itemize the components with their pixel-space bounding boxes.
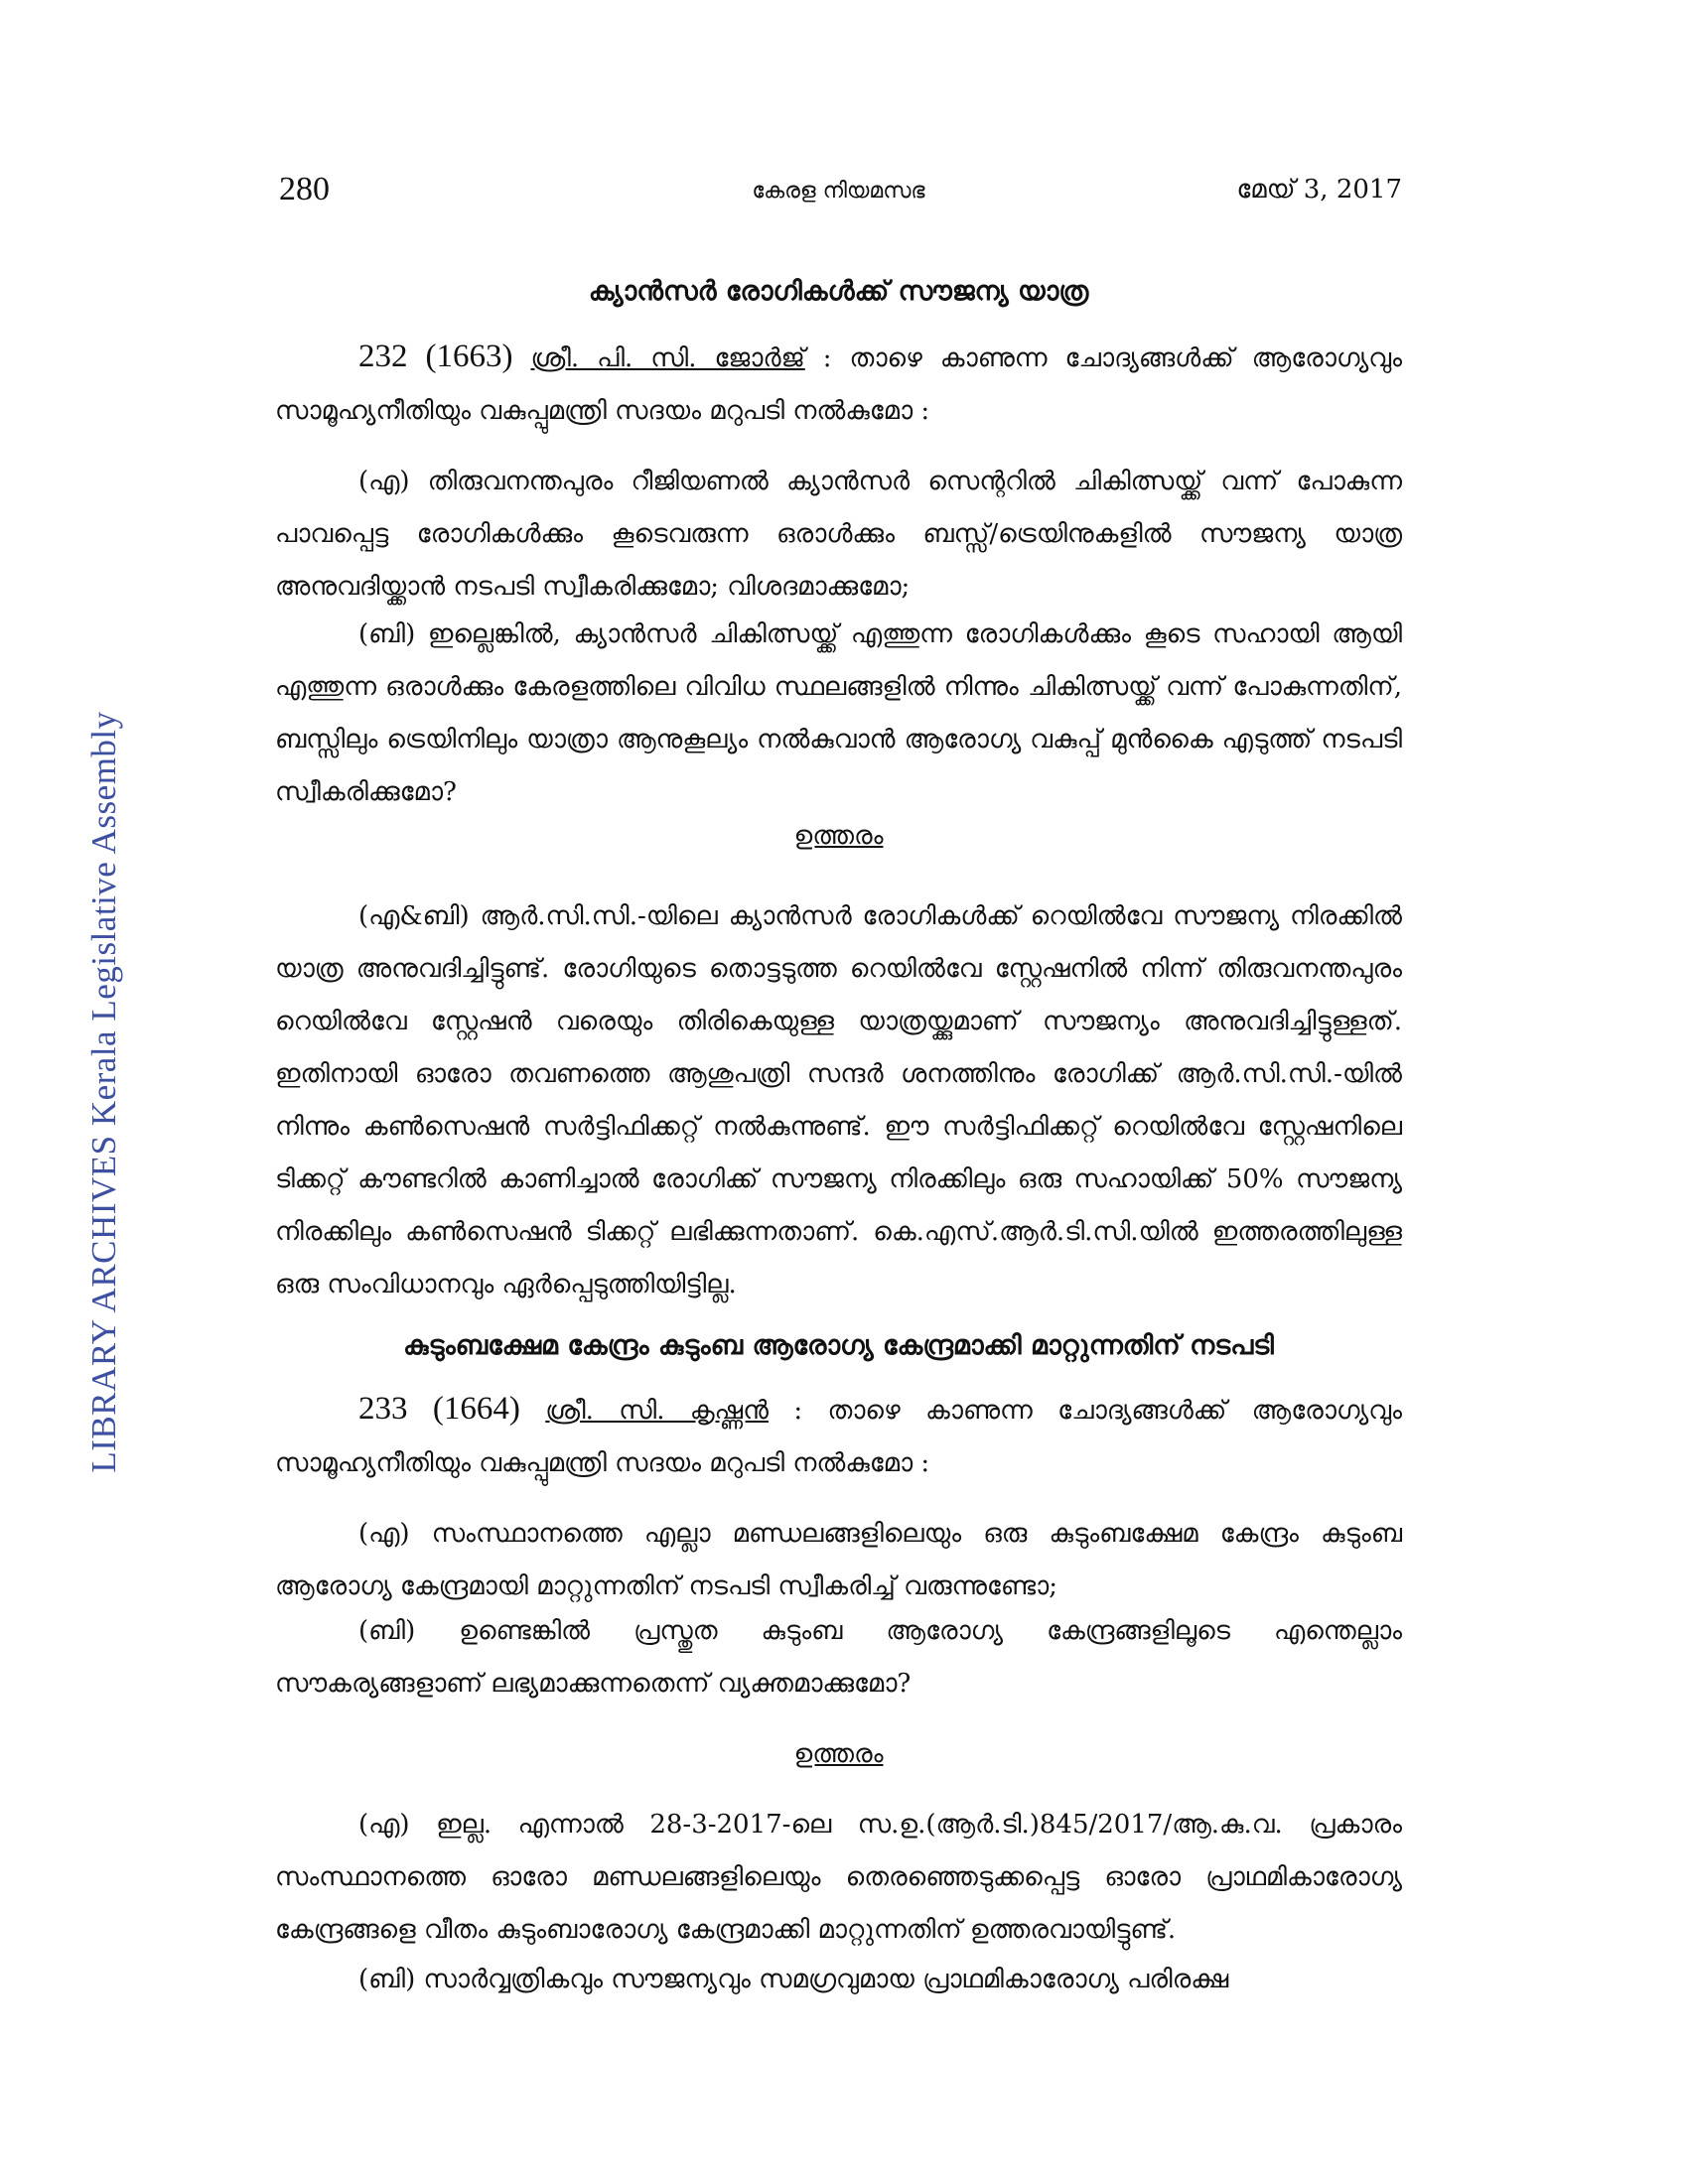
question-intro bbox=[275, 1383, 1402, 1490]
member-name: ശ്രീ. പി. സി. ജോർജ് bbox=[530, 343, 805, 373]
question-intro-text: : താഴെ കാണുന്ന ചോദ്യങ്ങൾക്ക് ആരോഗ്യവും സാമൂഹ്യനീതിയും വകുപ്പുമന്ത്രി സദയം മറുപടി നൽകുമോ : bbox=[275, 1396, 1403, 1478]
page-header bbox=[275, 171, 1402, 220]
page-number: 280 bbox=[279, 171, 330, 207]
question-intro-text: : താഴെ കാണുന്ന ചോദ്യങ്ങൾക്ക് ആരോഗ്യവും സാമൂഹ്യനീതിയും വകുപ്പുമന്ത്രി സദയം മറുപടി നൽകുമോ : bbox=[275, 343, 1403, 426]
running-title: കേരള നിയമസഭ bbox=[752, 179, 925, 204]
question-title: കുടുംബക്ഷേമ കേന്ദ്രം കുടുംബ ആരോഗ്യ കേന്ദ്രമാക്കി മാറ്റുന്നതിന് നടപടി bbox=[403, 1330, 1274, 1361]
question-part-a: (എ) തിരുവനന്തപുരം റീജിയണൽ ക്യാൻസർ സെന്ററിൽ ചികിത്സയ്ക്ക് വന്ന് പോകുന്ന പാവപ്പെട്ട രോഗികൾക്കും കൂടെവരുന്ന ഒരാൾക്കും ബസ്സ്/ട്രെയിനുകളിൽ സൗജന്യ യാത്ര അനുവദിയ്ക്കാൻ നടപടി സ്വീകരിക്കുമോ; വിശദമാക്കുമോ; bbox=[275, 467, 1402, 602]
question-number: 233 (1664) bbox=[358, 1391, 520, 1427]
question-part-b: (ബി) ഉണ്ടെങ്കിൽ പ്രസ്തുത കുടുംബ ആരോഗ്യ കേന്ദ്രങ്ങളിലൂടെ എന്തെല്ലാം സൗകര്യങ്ങളാണ് ലഭ്യമാക്കുന്നതെന്ന് വ്യക്തമാക്കുമോ? bbox=[275, 1616, 1402, 1699]
question-title: ക്യാൻസർ രോഗികൾക്ക് സൗജന്യ യാത്ര bbox=[588, 276, 1089, 307]
question-number: 232 (1663) bbox=[358, 339, 513, 374]
member-name: ശ്രീ. സി. കൃഷ്ണൻ bbox=[545, 1396, 769, 1426]
answer-text: (എ&ബി) ആർ.സി.സി.-യിലെ ക്യാൻസർ രോഗികൾക്ക് റെയിൽവേ സൗജന്യ നിരക്കിൽ യാത്ര അനുവദിച്ചിട്ടുണ്ട്. രോഗിയുടെ തൊട്ടടുത്ത റെയിൽവേ സ്റ്റേഷനിൽ നിന്ന് തിരുവനന്തപുരം റെയിൽവേ സ്റ്റേഷൻ വരെയും തിരികെയുള്ള യാത്രയ്ക്കുമാണ് സൗജന്യം അനുവദിച്ചിട്ടുള്ളത്. ഇതിനായി ഓരോ തവണത്തെ ആശുപത്രി സന്ദർ ശനത്തിനും രോഗിക്ക് ആർ.സി.സി.-യിൽ നിന്നും കൺസെഷൻ സർട്ടിഫിക്കറ്റ് നൽകുന്നുണ്ട്. ഈ സർട്ടിഫിക്കറ്റ് റെയിൽവേ സ്റ്റേഷനിലെ ടിക്കറ്റ് കൗണ്ടറിൽ കാണിച്ചാൽ രോഗിക്ക് സൗജന്യ നിരക്കിലും ഒരു സഹായിക്ക് 50% സൗജന്യ നിരക്കിലും കൺസെഷൻ ടിക്കറ്റ് ലഭിക്കുന്നതാണ്. കെ.എസ്.ആർ.ടി.സി.യിൽ ഇത്തരത്തിലുള്ള ഒരു സംവിധാനവും ഏർപ്പെടുത്തിയിട്ടില്ല. bbox=[275, 901, 1402, 1299]
question-part-b: (ബി) ഇല്ലെങ്കിൽ, ക്യാൻസർ ചികിത്സയ്ക്ക് എത്തുന്ന രോഗികൾക്കും കൂടെ സഹായി ആയി എത്തുന്ന ഒരാൾക്കും കേരളത്തിലെ വിവിധ സ്ഥലങ്ങളിൽ നിന്നും ചികിത്സയ്ക്ക് വന്ന് പോകുന്നതിന്, ബസ്സിലും ട്രെയിനിലും യാത്രാ ആനുകൂല്യം നൽകുവാൻ ആരോഗ്യ വകുപ്പ് മുൻകൈ എടുത്ത് നടപടി സ്വീകരിക്കുമോ? bbox=[275, 619, 1402, 807]
header-date: മേയ് 3, 2017 bbox=[1236, 175, 1402, 205]
archive-watermark: LIBRARY ARCHIVES Kerala Legislative Assembly bbox=[84, 711, 123, 1473]
answer-heading: ഉത്തരം bbox=[793, 821, 884, 851]
answer-part-a: (എ) ഇല്ല. എന്നാൽ 28-3-2017-ലെ സ.ഉ.(ആർ.ടി.)845/2017/ആ.കു.വ. പ്രകാരം സംസ്ഥാനത്തെ ഓരോ മണ്ഡലങ്ങളിലെയും തെരഞ്ഞെടുക്കപ്പെട്ട ഓരോ പ്രാഥമികാരോഗ്യ കേന്ദ്രങ്ങളെ വീതം കുടുംബാരോഗ്യ കേന്ദ്രമാക്കി മാറ്റുന്നതിന് ഉത്തരവായിട്ടുണ്ട്. bbox=[275, 1810, 1402, 1945]
question-intro bbox=[275, 331, 1402, 438]
answer-heading: ഉത്തരം bbox=[793, 1739, 884, 1769]
answer-part-b: (ബി) സാർവ്വത്രികവും സൗജന്യവും സമഗ്രവുമായ പ്രാഥമികാരോഗ്യ പരിരക്ഷ bbox=[358, 1965, 1229, 1994]
question-part-a: (എ) സംസ്ഥാനത്തെ എല്ലാ മണ്ഡലങ്ങളിലെയും ഒരു കുടുംബക്ഷേമ കേന്ദ്രം കുടുംബ ആരോഗ്യ കേന്ദ്രമായി മാറ്റുന്നതിന് നടപടി സ്വീകരിച്ച് വരുന്നുണ്ടോ; bbox=[275, 1519, 1402, 1601]
